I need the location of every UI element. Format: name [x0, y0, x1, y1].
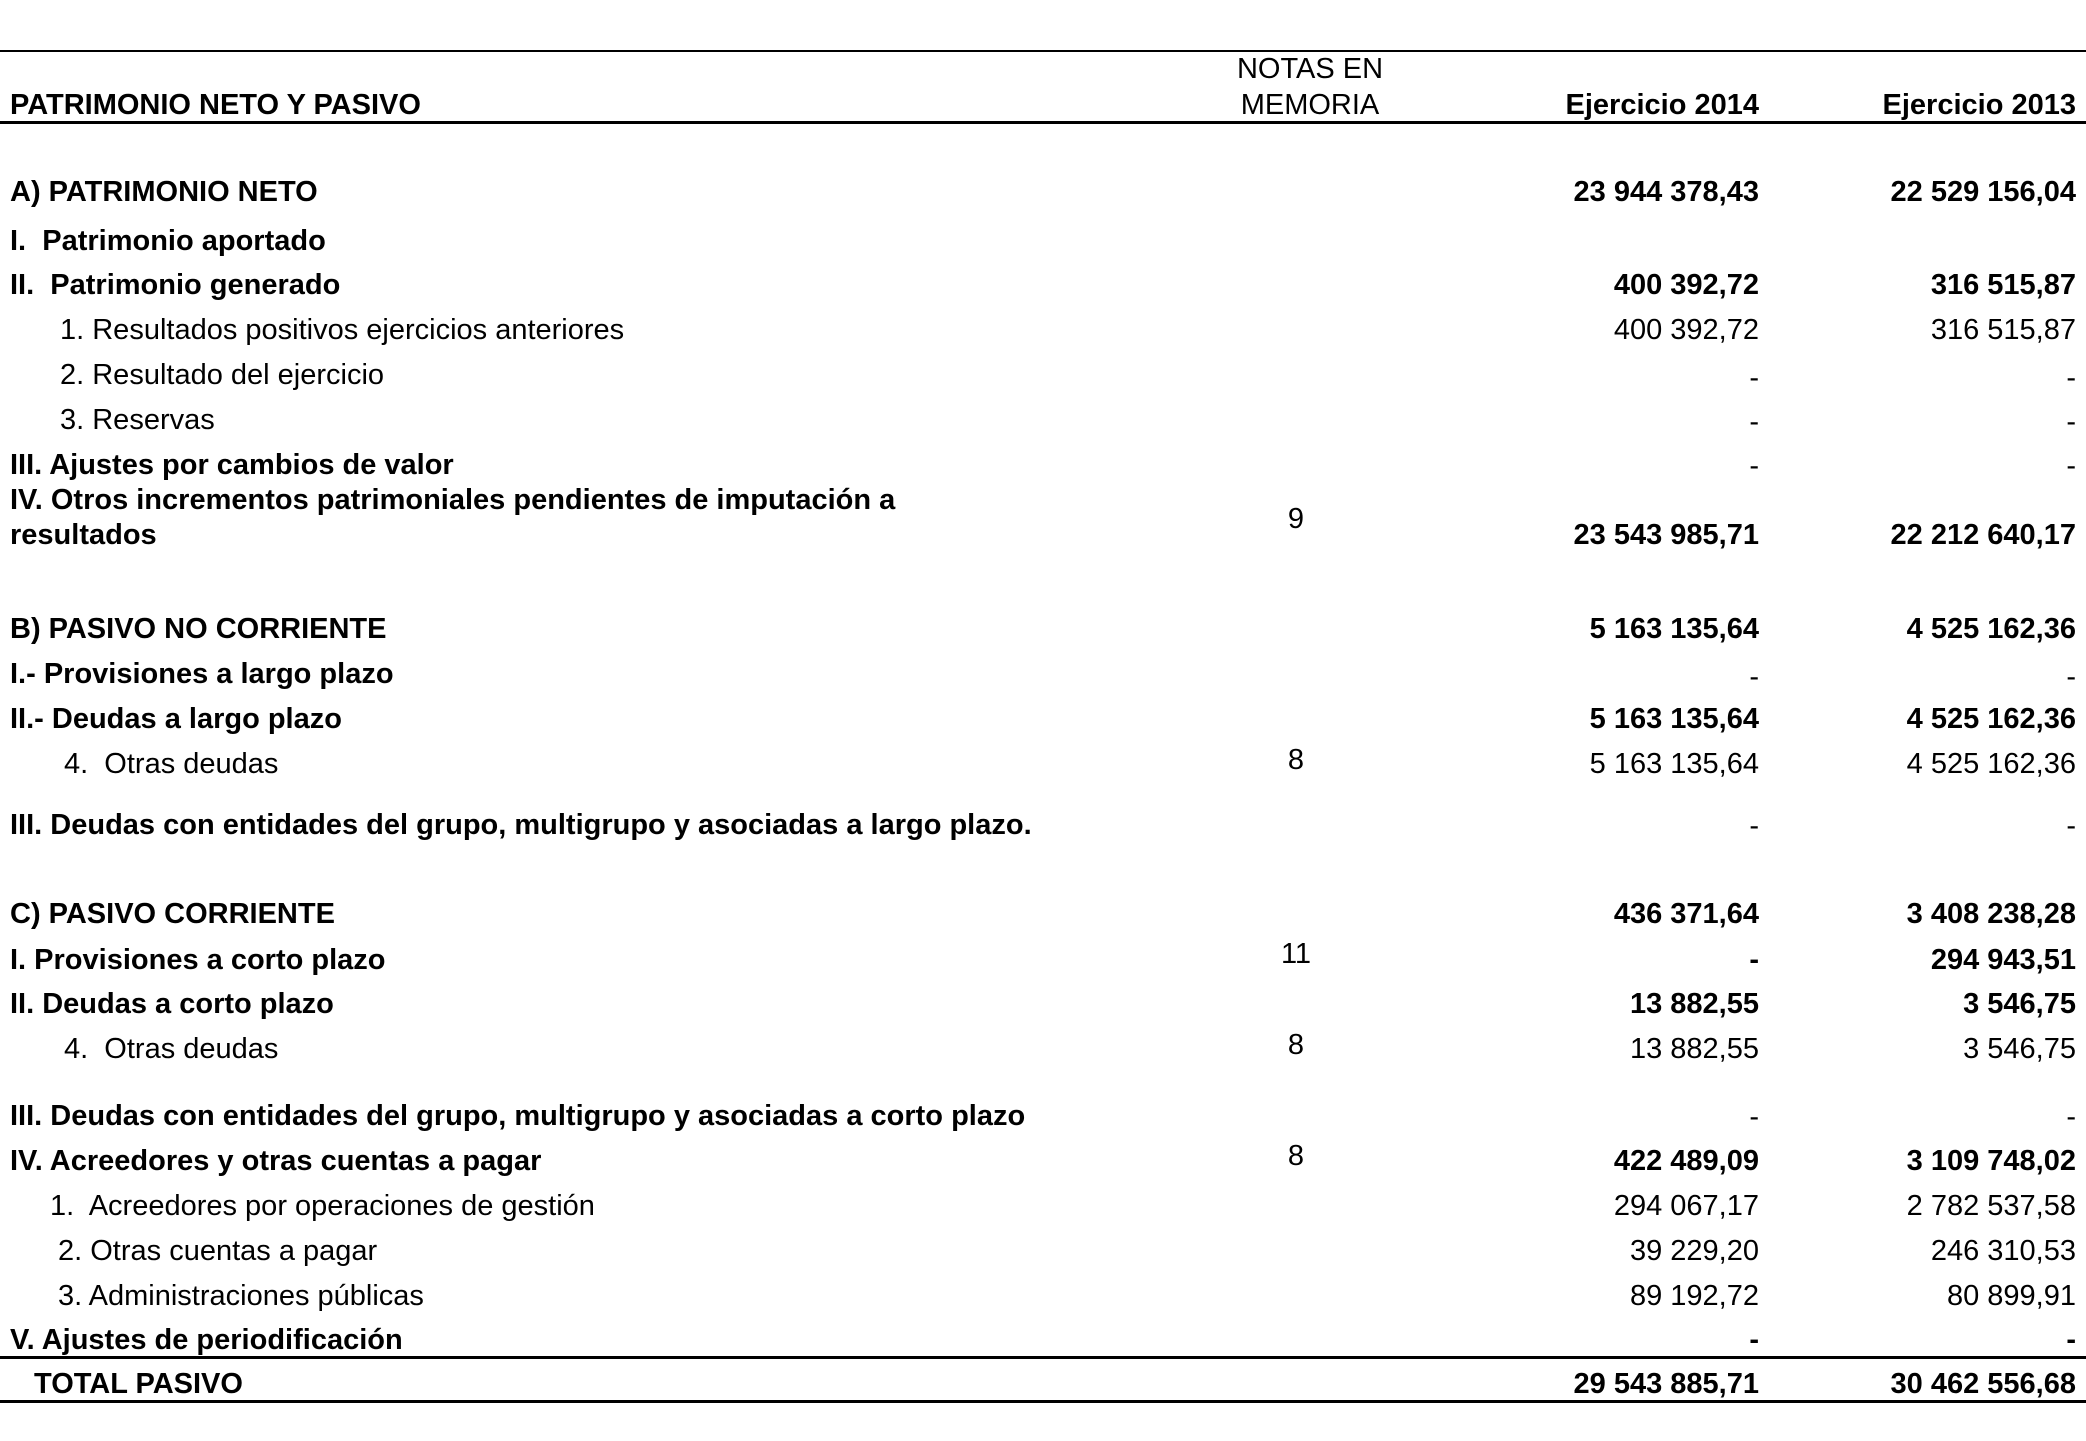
row-value-2013: 246 310,53 — [1930, 1235, 2076, 1267]
row-label: III. Deudas con entidades del grupo, multigrupo y asociadas a largo plazo. — [10, 809, 1032, 841]
row-value-2014: 23 543 985,71 — [1573, 519, 1759, 551]
total-label: TOTAL PASIVO — [34, 1368, 243, 1400]
row-value-2013: 22 212 640,17 — [1890, 519, 2076, 551]
header-rule — [0, 121, 2086, 124]
row-note: 8 — [1287, 1029, 1305, 1061]
row-value-2013: 316 515,87 — [1930, 269, 2076, 301]
row-value-2013: 4 525 162,36 — [1906, 613, 2076, 645]
row-value-2013: 3 546,75 — [1963, 988, 2076, 1020]
header-title: PATRIMONIO NETO Y PASIVO — [10, 89, 421, 121]
row-value-2013: - — [2066, 450, 2076, 482]
row-label: 2. Otras cuentas a pagar — [58, 1235, 378, 1267]
row-value-2013: 3 109 748,02 — [1906, 1145, 2076, 1177]
row-label: 1. Resultados positivos ejercicios anteriores — [60, 314, 625, 346]
row-label: III. Ajustes por cambios de valor — [10, 449, 454, 481]
row-value-2014: 436 371,64 — [1613, 898, 1759, 930]
row-note: 8 — [1287, 744, 1305, 776]
row-note: 8 — [1287, 1140, 1305, 1172]
row-label: 4. Otras deudas — [64, 748, 279, 780]
row-label: II. Deudas a corto plazo — [10, 988, 334, 1020]
row-label: 3. Administraciones públicas — [58, 1280, 424, 1312]
row-value-2013: 22 529 156,04 — [1890, 176, 2076, 208]
row-value-2013: 3 546,75 — [1963, 1033, 2076, 1065]
row-value-2013: 4 525 162,36 — [1906, 748, 2076, 780]
row-label: B) PASIVO NO CORRIENTE — [10, 613, 387, 645]
total-value-2014: 29 543 885,71 — [1573, 1368, 1759, 1400]
row-value-2014: - — [1749, 362, 1759, 394]
row-label: I. Patrimonio aportado — [10, 225, 326, 257]
total-top-rule — [0, 1356, 2086, 1359]
row-value-2013: - — [2066, 362, 2076, 394]
row-label: V. Ajustes de periodificación — [10, 1324, 403, 1356]
row-value-2013: 294 943,51 — [1930, 944, 2076, 976]
top-rule — [0, 50, 2086, 52]
row-value-2013: - — [2066, 1101, 2076, 1133]
row-label: II. Patrimonio generado — [10, 269, 341, 301]
row-value-2014: 5 163 135,64 — [1589, 703, 1759, 735]
row-label: 1. Acreedores por operaciones de gestión — [50, 1190, 595, 1222]
row-label: 3. Reservas — [60, 404, 215, 436]
total-value-2013: 30 462 556,68 — [1890, 1368, 2076, 1400]
row-label: III. Deudas con entidades del grupo, multigrupo y asociadas a corto plazo — [10, 1100, 1026, 1132]
row-value-2014: 5 163 135,64 — [1589, 613, 1759, 645]
row-value-2014: - — [1749, 406, 1759, 438]
row-value-2014: 89 192,72 — [1629, 1280, 1759, 1312]
header-col-2013: Ejercicio 2013 — [1882, 89, 2076, 121]
header-notes-line1: NOTAS EN — [1236, 53, 1384, 85]
row-value-2014: 23 944 378,43 — [1573, 176, 1759, 208]
row-value-2013: 3 408 238,28 — [1906, 898, 2076, 930]
row-value-2014: - — [1749, 810, 1759, 842]
row-value-2014: 5 163 135,64 — [1589, 748, 1759, 780]
row-label: I. Provisiones a corto plazo — [10, 944, 386, 976]
row-label: IV. Otros incrementos patrimoniales pendientes de imputación a — [10, 484, 896, 516]
row-note: 11 — [1280, 938, 1312, 970]
row-value-2014: - — [1749, 1324, 1759, 1356]
row-value-2013: 80 899,91 — [1946, 1280, 2076, 1312]
row-value-2013: - — [2066, 406, 2076, 438]
row-value-2013: 4 525 162,36 — [1906, 703, 2076, 735]
row-value-2014: 400 392,72 — [1613, 314, 1759, 346]
row-value-2014: - — [1749, 661, 1759, 693]
row-note: 9 — [1287, 503, 1305, 535]
total-bottom-rule — [0, 1400, 2086, 1403]
row-value-2014: 294 067,17 — [1613, 1190, 1759, 1222]
row-value-2014: - — [1749, 1101, 1759, 1133]
row-value-2014: 39 229,20 — [1629, 1235, 1759, 1267]
row-value-2013: 2 782 537,58 — [1906, 1190, 2076, 1222]
row-label: C) PASIVO CORRIENTE — [10, 898, 335, 930]
row-value-2013: - — [2066, 810, 2076, 842]
row-label: II.- Deudas a largo plazo — [10, 703, 342, 735]
row-value-2013: 316 515,87 — [1930, 314, 2076, 346]
row-label: A) PATRIMONIO NETO — [10, 176, 318, 208]
row-value-2013: - — [2066, 661, 2076, 693]
row-label-continued: resultados — [10, 519, 157, 551]
row-value-2014: 13 882,55 — [1629, 1033, 1759, 1065]
row-label: 2. Resultado del ejercicio — [60, 359, 385, 391]
row-value-2014: - — [1749, 450, 1759, 482]
header-notes-line2: MEMORIA — [1240, 89, 1380, 121]
row-value-2014: - — [1749, 944, 1759, 976]
row-value-2013: - — [2066, 1324, 2076, 1356]
row-label: IV. Acreedores y otras cuentas a pagar — [10, 1145, 542, 1177]
row-label: I.- Provisiones a largo plazo — [10, 658, 394, 690]
row-label: 4. Otras deudas — [64, 1033, 279, 1065]
header-col-2014: Ejercicio 2014 — [1565, 89, 1759, 121]
row-value-2014: 400 392,72 — [1613, 269, 1759, 301]
row-value-2014: 422 489,09 — [1613, 1145, 1759, 1177]
row-value-2014: 13 882,55 — [1629, 988, 1759, 1020]
